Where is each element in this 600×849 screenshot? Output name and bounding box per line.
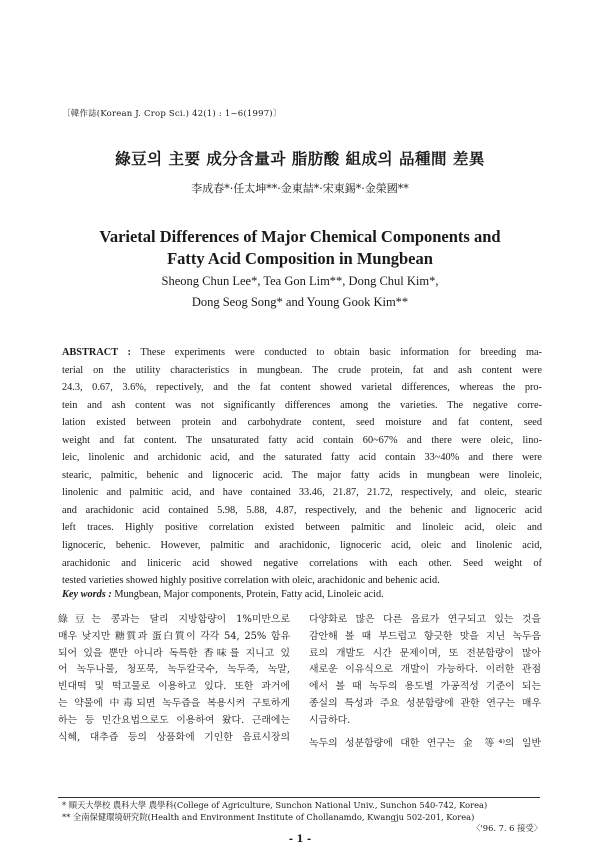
body-line: 다양화로 많은 다른 음료가 연구되고 있는 것을 [309, 614, 541, 625]
footnotes [62, 800, 542, 835]
abstract-line: leic, linolenic and archidonic acid, and the saturated fatty acid contain 33~40% and there were [62, 452, 542, 464]
body-line: 료의 개발도 시간 문제이며, 또 전분함량이 많아 [309, 647, 541, 659]
english-title-line: Fatty Acid Composition in Mungbean [167, 249, 433, 268]
abstract [62, 344, 542, 590]
abstract-line: linolenic and palmitic acid, and have contained 33.46, 21.87, 21.72, respectively, and oleic, stearic [62, 487, 542, 499]
keywords-text: Mungbean, Major components, Protein, Fatty acid, Linoleic acid. [111, 589, 384, 600]
body-line: 綠豆는 콩과는 달리 지방함량이 1%미만으로 [58, 614, 290, 625]
received-date: 〈'96. 7. 6 接受〉 [472, 823, 542, 833]
body-line: 감안해 볼 때 부드럽고 향긋한 맛을 지닌 녹두음 [309, 630, 541, 642]
body-line: 종실의 특성과 주요 성분함량에 관한 연구는 매우 [309, 697, 541, 709]
korean-title: 綠豆의 主要 成分含量과 脂肪酸 組成의 品種間 差異 [115, 149, 485, 168]
footnote-affiliation-1: * 順天大學校 農科大學 農學科(College of Agriculture, Sunchon National Univ., Sunchon 540-742, Korea) [62, 800, 488, 810]
body-line: 새로운 이유식으로 개발이 가능하다. 이러한 관점 [309, 664, 541, 676]
body-line: 되어 있을 뿐만 아니라 독특한 香味를 지니고 있 [58, 647, 290, 659]
body-line: 식혜, 대추즙 등의 상품화에 기인한 음료시장의 [58, 731, 290, 743]
abstract-line: weight and fat content. The unsaturated fatty acid contain 60~67% and there were oleic, lino- [62, 434, 542, 446]
body-line: 매우 낮지만 糖質과 蛋白質이 각각 54, 25% 함유 [58, 630, 290, 642]
abstract-line: and arachidonic acid contained 5.98, 5.88, 4.87, respectively, and the behenic and lignoceric acid [62, 504, 542, 516]
abstract-line: arachidonic and liniceric acid showed negative correlations with each other. Seed weight of [62, 557, 542, 569]
body-line: 어 녹두나물, 청포묵, 녹두칼국수, 녹두죽, 녹말, [58, 664, 290, 676]
journal-reference: 〔韓作誌(Korean J. Crop Sci.) 42(1) : 1~6(1997)〕 [62, 109, 282, 119]
english-authors-line: Dong Seog Song* and Young Gook Kim** [191, 295, 409, 309]
body-line: 빈대떡 및 떡고물로 이용하고 있다. 또한 과거에 [58, 681, 290, 693]
body-line: 녹두의 성분함량에 대한 연구는 金 等⁴⁾의 일반 [309, 737, 541, 749]
abstract-line: left traces. Highly positive correlation existed between palmitic and linoleic acid, oleic and [62, 522, 542, 534]
english-title [0, 226, 600, 270]
footnote-rule [58, 797, 540, 798]
footnote-affiliation-2: ** 全南保健環境研究院(Health and Environment Institute of Chollanamdo, Kwangju 502-201, Korea) [62, 811, 475, 822]
keywords [62, 589, 542, 600]
body-column-left [58, 612, 290, 746]
abstract-line: lignoceric, behenic. However, palmitic and arachidonic, lignoceric acid, oleic and linolenic acid, [62, 540, 542, 552]
body-line: 에서 볼 때 녹두의 용도별 가공적성 기준이 되는 [309, 681, 541, 693]
english-authors [0, 271, 600, 313]
abstract-line: lation existed between protein and carbohydrate content, seed moisture and fat content, seed [62, 417, 542, 429]
abstract-label: ABSTRACT : [62, 347, 131, 358]
abstract-line: tein and ash content was not significantly differences among the varieties. The negative corre- [62, 399, 542, 411]
abstract-line: 24.3, 0.67, 3.6%, repectively, and the fat content showed varietal differences, whereas the pro- [62, 382, 542, 394]
keywords-label: Key words : [62, 589, 112, 600]
abstract-line: terial on the utility characteristics in mungbean. The crude protein, fat and ash content were [62, 364, 542, 376]
korean-authors: 李成春*·任太坤**·金東喆*·宋東錫*·金榮國** [191, 182, 409, 195]
english-authors-line: Sheong Chun Lee*, Tea Gon Lim**, Dong Chul Kim*, [161, 274, 439, 288]
abstract-line: stearic, palmitic, behenic and lignoceric acid. The major fatty acids in mungbean were linoleic, [62, 469, 542, 481]
abstract-line: tested varieties showed highly positive correlation with oleic, arachidonic and behenic acid. [62, 575, 440, 587]
body-line: 시급하다. [309, 714, 351, 726]
body-column-right [309, 612, 541, 752]
page-number: - 1 - [288, 834, 312, 845]
english-title-line: Varietal Differences of Major Chemical Components and [99, 227, 501, 246]
abstract-line: ABSTRACT : These experiments were conducted to obtain basic information for breeding ma- [62, 347, 542, 358]
body-line: 는 약물에 中毒되면 녹두즙을 복용시켜 구토하게 [58, 697, 290, 709]
body-line: 하는 등 민간요법으로도 이용하여 왔다. 근래에는 [58, 714, 290, 726]
